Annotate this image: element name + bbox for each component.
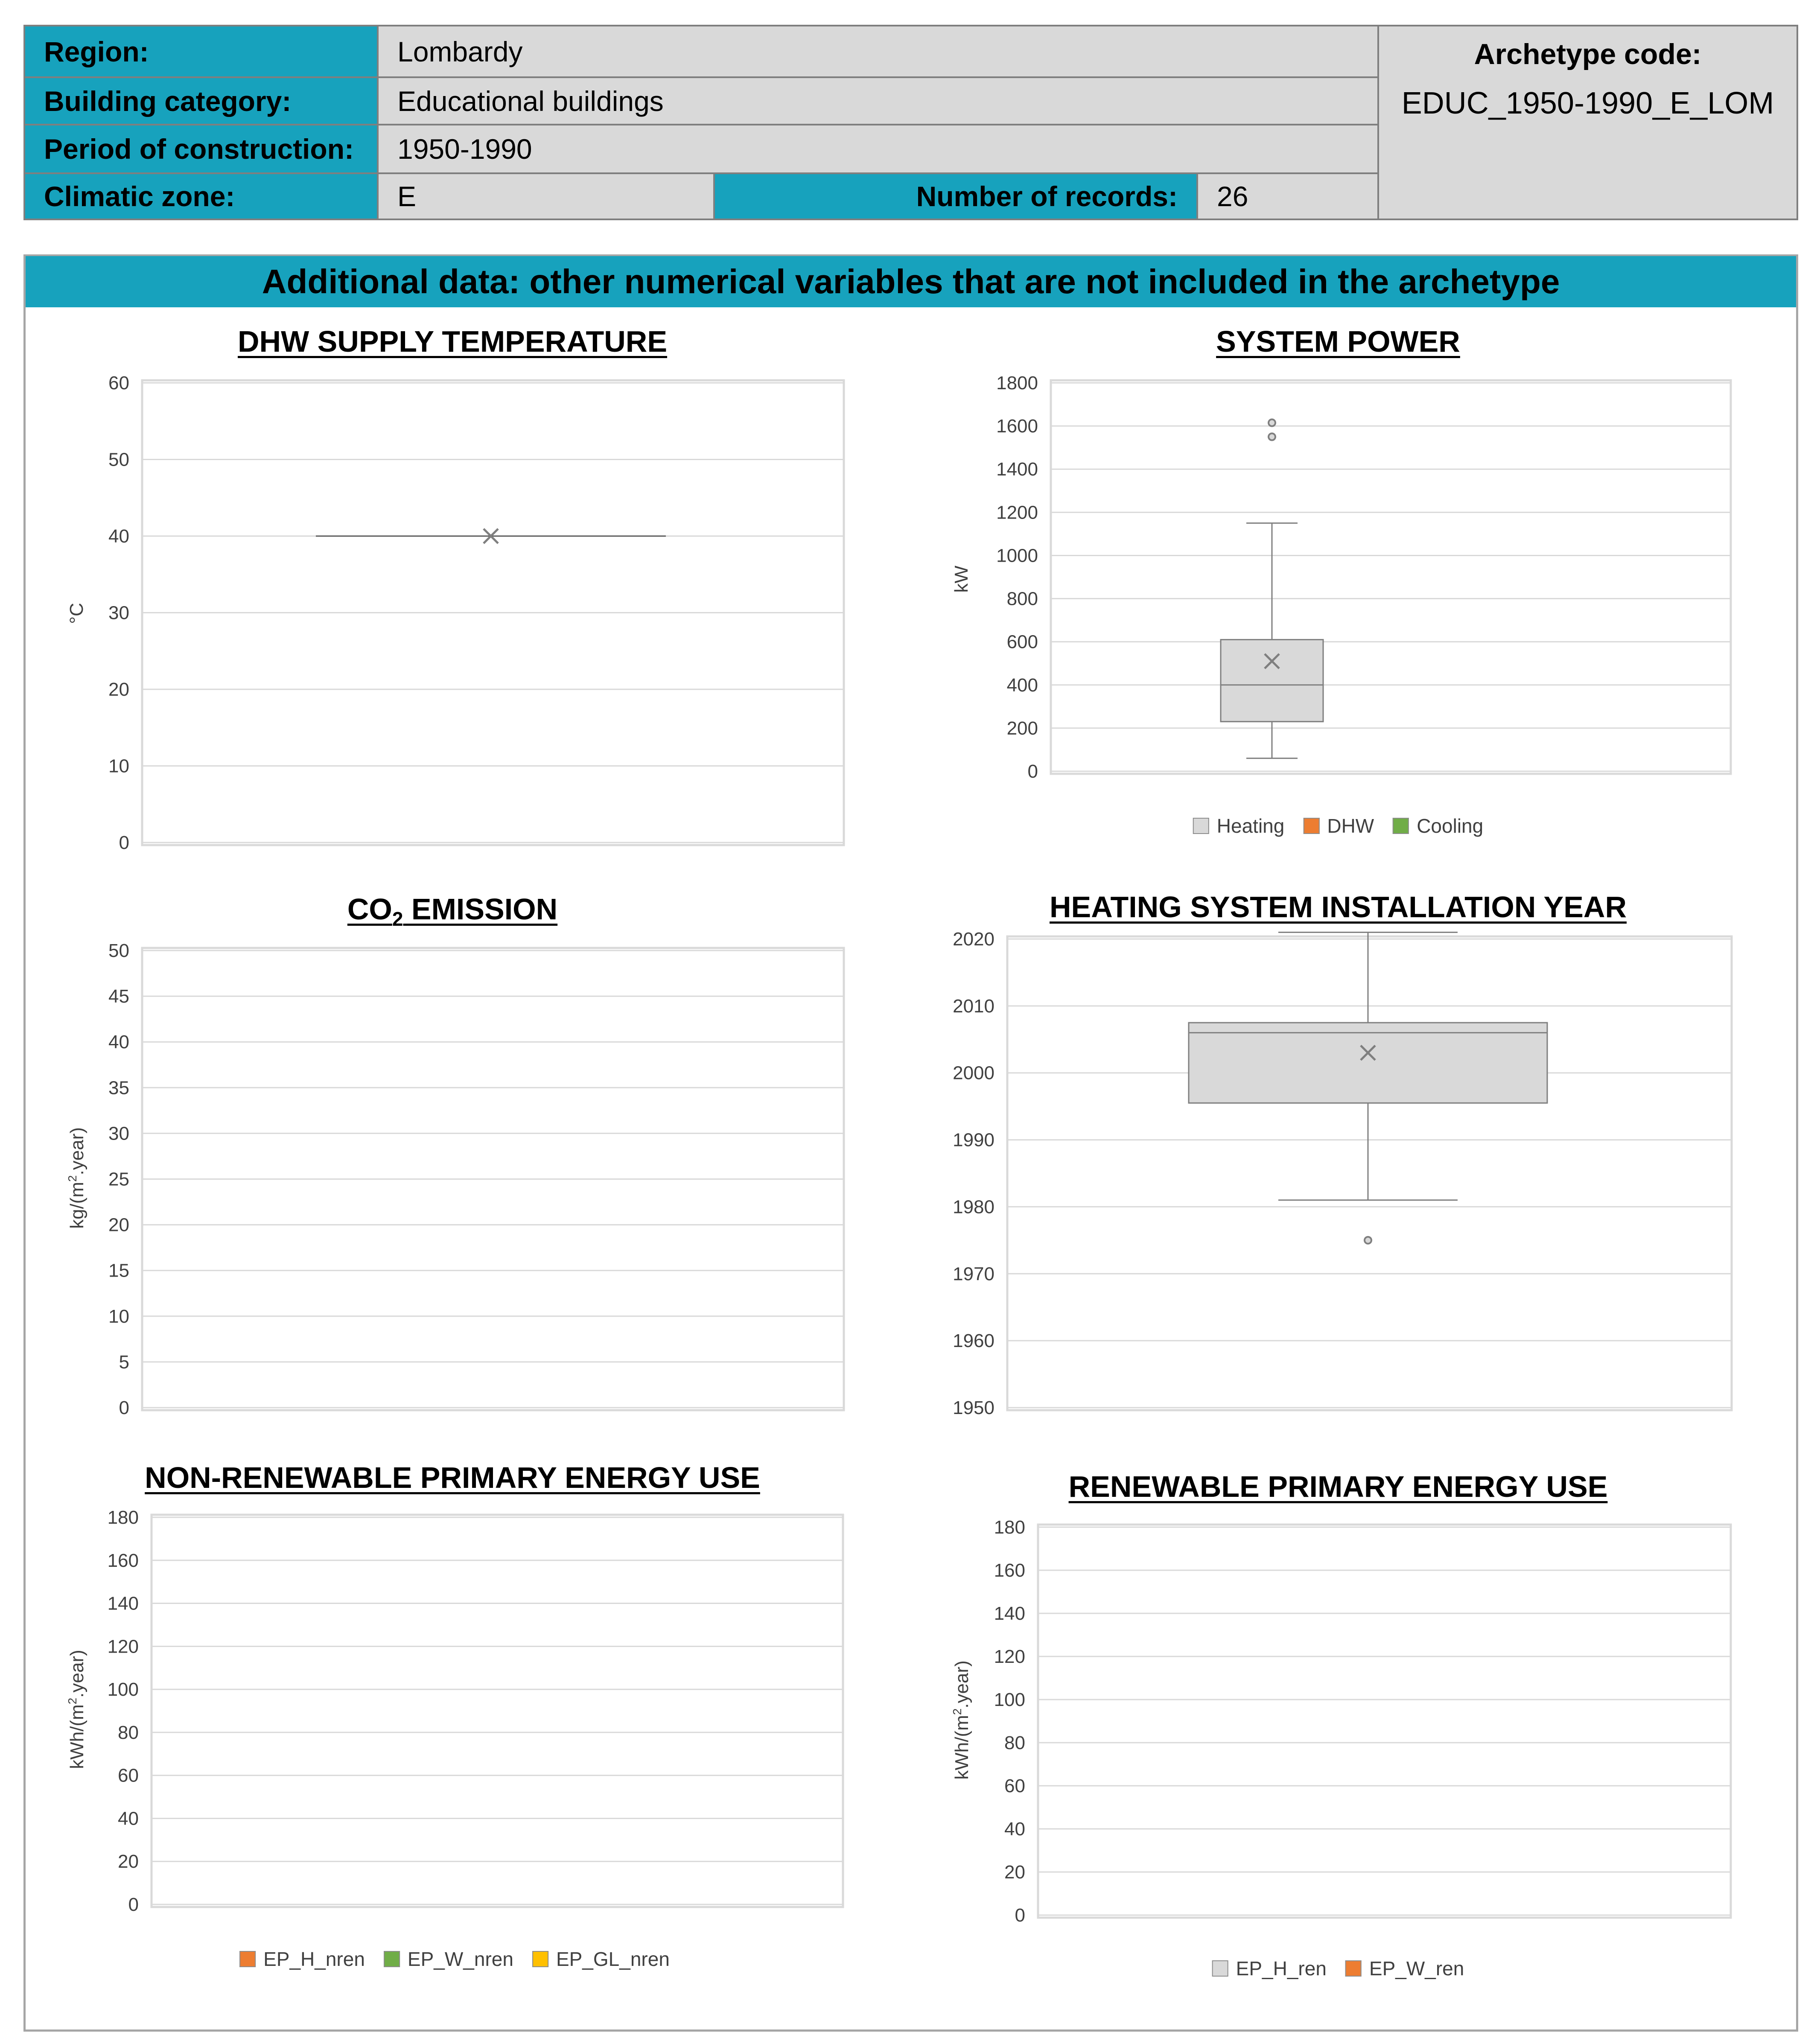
- y-tick-label-power: 0: [1027, 761, 1038, 782]
- y-tick-label-year: 1960: [953, 1330, 994, 1352]
- y-tick-label-co2: 30: [108, 1123, 129, 1144]
- legend-swatch: [239, 1951, 256, 1967]
- y-tick-label-co2: 10: [108, 1306, 129, 1327]
- archetype-label: Archetype code:: [1474, 38, 1702, 70]
- y-axis-label-power: kW: [951, 566, 972, 593]
- outlier-point-power: [1269, 433, 1275, 440]
- y-tick-label-year: 1970: [953, 1263, 994, 1285]
- box-iqr-year: [1189, 1023, 1547, 1103]
- y-tick-label-power: 600: [1006, 631, 1038, 653]
- section-title: Additional data: other numerical variables that are not included in the archetype: [262, 262, 1560, 300]
- legend-ren: [1203, 1957, 1474, 1980]
- chart-title-power: SYSTEM POWER: [1216, 325, 1460, 358]
- legend-swatch: [1193, 818, 1209, 834]
- y-tick-label-nren: 60: [118, 1765, 139, 1786]
- y-tick-label-power: 1600: [996, 416, 1038, 437]
- y-tick-label-co2: 40: [108, 1032, 129, 1053]
- zone-label: Climatic zone:: [23, 172, 379, 220]
- y-tick-label-dhw: 30: [108, 602, 129, 624]
- y-tick-label-dhw: 60: [108, 373, 129, 394]
- y-tick-label-nren: 40: [118, 1808, 139, 1829]
- legend-item-ep-h-ren: EP_H_ren: [1212, 1957, 1327, 1980]
- legend-swatch: [1303, 818, 1319, 834]
- y-tick-label-ren: 120: [994, 1646, 1025, 1667]
- category-value: Educational buildings: [377, 76, 1379, 125]
- plot-area-nren: [152, 1515, 843, 1907]
- y-tick-label-ren: 160: [994, 1560, 1025, 1581]
- records-label: Number of records:: [713, 172, 1198, 220]
- plot-area-power: [1051, 380, 1731, 774]
- y-axis-label-ren: kWh/$(m^2.year)$: [951, 1660, 972, 1780]
- y-tick-label-ren: 140: [994, 1603, 1025, 1624]
- y-tick-label-co2: 45: [108, 986, 129, 1007]
- y-tick-label-nren: 140: [107, 1593, 139, 1614]
- region-value: Lombardy: [377, 25, 1379, 78]
- y-tick-label-nren: 100: [107, 1679, 139, 1700]
- y-tick-label-dhw: 0: [119, 832, 129, 853]
- zone-value: E: [377, 172, 715, 220]
- y-tick-label-year: 1980: [953, 1196, 994, 1218]
- records-value: 26: [1196, 172, 1379, 220]
- outlier-point-power: [1269, 420, 1275, 426]
- chart-title-co2: $CO_2$ EMISSION: [347, 892, 558, 930]
- box-iqr-power: [1221, 640, 1323, 722]
- chart-title-nren: NON-RENEWABLE PRIMARY ENERGY USE: [145, 1461, 760, 1494]
- chart-title-dhw: DHW SUPPLY TEMPERATURE: [237, 325, 668, 358]
- y-tick-label-dhw: 40: [108, 526, 129, 547]
- category-label: Building category:: [23, 76, 379, 125]
- region-label: Region:: [23, 25, 379, 78]
- y-tick-label-power: 1200: [996, 502, 1038, 523]
- legend-nren: [230, 1948, 679, 1971]
- legend-swatch: [1345, 1960, 1362, 1977]
- y-tick-label-year: 2010: [953, 995, 994, 1017]
- chart-title-year: HEATING SYSTEM INSTALLATION YEAR: [1049, 890, 1627, 924]
- y-tick-label-co2: 25: [108, 1169, 129, 1190]
- y-tick-label-ren: 40: [1004, 1819, 1025, 1840]
- y-tick-label-ren: 20: [1004, 1862, 1025, 1883]
- y-tick-label-power: 800: [1006, 588, 1038, 609]
- y-tick-label-dhw: 50: [108, 449, 129, 470]
- archetype-value: EDUC_1950-1990_E_LOM: [1401, 86, 1774, 120]
- legend-item-ep-w-nren: EP_W_nren: [384, 1948, 513, 1971]
- y-tick-label-ren: 100: [994, 1689, 1025, 1710]
- period-label: Period of construction:: [23, 124, 379, 174]
- y-tick-label-nren: 0: [128, 1894, 139, 1915]
- y-tick-label-co2: 0: [119, 1397, 129, 1418]
- y-tick-label-year: 1950: [953, 1397, 994, 1418]
- outlier-point-year: [1365, 1237, 1371, 1244]
- y-tick-label-co2: 15: [108, 1260, 129, 1281]
- y-tick-label-power: 1800: [996, 373, 1038, 394]
- legend-swatch: [1212, 1960, 1228, 1977]
- y-tick-label-nren: 160: [107, 1550, 139, 1571]
- y-tick-label-co2: 20: [108, 1214, 129, 1236]
- y-tick-label-nren: 20: [118, 1851, 139, 1872]
- y-tick-label-power: 1000: [996, 545, 1038, 566]
- legend-swatch: [384, 1951, 400, 1967]
- plot-area-year: [1007, 936, 1732, 1410]
- period-value: 1950-1990: [377, 124, 1379, 174]
- y-tick-label-ren: 60: [1004, 1776, 1025, 1796]
- y-tick-label-dhw: 10: [108, 755, 129, 777]
- legend-item-dhw: DHW: [1303, 814, 1374, 837]
- legend-item-cooling: Cooling: [1393, 814, 1483, 837]
- y-tick-label-dhw: 20: [108, 679, 129, 700]
- chart-title-ren: RENEWABLE PRIMARY ENERGY USE: [1068, 1470, 1608, 1503]
- y-tick-label-year: 2020: [953, 929, 994, 950]
- y-axis-label-nren: kWh/$(m^2.year)$: [66, 1650, 87, 1769]
- legend-power: [1184, 814, 1493, 837]
- y-tick-label-ren: 180: [994, 1517, 1025, 1538]
- legend-item-heating: Heating: [1193, 814, 1285, 837]
- y-axis-label-dhw: °C: [66, 603, 87, 624]
- y-tick-label-co2: 50: [108, 940, 129, 961]
- y-axis-label-co2: $kg/(m^2.year)$: [66, 1127, 87, 1229]
- y-tick-label-nren: 180: [107, 1507, 139, 1528]
- y-tick-label-power: 400: [1006, 674, 1038, 696]
- y-tick-label-ren: 0: [1015, 1905, 1025, 1926]
- y-tick-label-power: 200: [1006, 717, 1038, 739]
- y-tick-label-nren: 80: [118, 1722, 139, 1743]
- legend-swatch: [1393, 818, 1409, 834]
- legend-item-ep-h-nren: EP_H_nren: [239, 1948, 365, 1971]
- legend-swatch: [532, 1951, 548, 1967]
- legend-item-ep-w-ren: EP_W_ren: [1345, 1957, 1464, 1980]
- legend-item-ep-gl-nren: EP_GL_nren: [532, 1948, 670, 1971]
- y-tick-label-year: 1990: [953, 1129, 994, 1151]
- y-tick-label-co2: 5: [119, 1351, 129, 1373]
- y-tick-label-year: 2000: [953, 1062, 994, 1084]
- y-tick-label-co2: 35: [108, 1077, 129, 1099]
- plot-area-ren: [1038, 1525, 1731, 1918]
- y-tick-label-power: 1400: [996, 459, 1038, 480]
- y-tick-label-ren: 80: [1004, 1732, 1025, 1753]
- y-tick-label-nren: 120: [107, 1636, 139, 1657]
